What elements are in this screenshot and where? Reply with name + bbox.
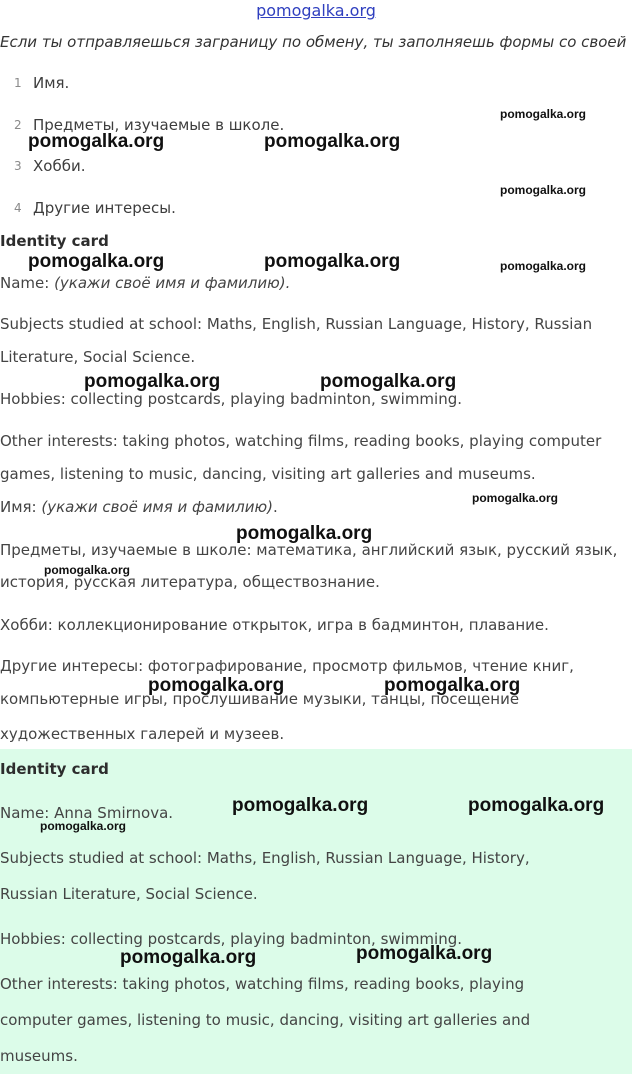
watermark: pomogalka.org (84, 371, 221, 392)
watermark: pomogalka.org (120, 947, 257, 968)
other-interests-line-ru-cont: компьютерные игры, прослушивание музыки, танцы, посещение (0, 690, 520, 708)
watermark: pomogalka.org (28, 251, 165, 272)
watermark: pomogalka.org (500, 259, 587, 273)
watermark: pomogalka.org (28, 131, 165, 152)
watermark: pomogalka.org (468, 795, 605, 816)
watermark: pomogalka.org (148, 675, 285, 696)
name-label: Name: (0, 274, 55, 292)
subjects-line-ru-cont: история, русская литература, обществознание. (0, 573, 380, 591)
answer-hobbies-line: Hobbies: collecting postcards, playing badminton, swimming. (0, 930, 463, 948)
intro-text: Если ты отправляешься заграницу по обмену, ты заполняешь формы со своей (0, 33, 627, 51)
watermark: pomogalka.org (472, 491, 559, 505)
list-item-number: 2 (14, 118, 22, 132)
identity-card-title: Identity card (0, 232, 109, 250)
watermark: pomogalka.org (40, 819, 127, 833)
watermark: pomogalka.org (264, 131, 401, 152)
answer-name-line: Name: Anna Smirnova. (0, 804, 174, 822)
name-line-ru (0, 498, 278, 516)
answer-other-interests-line-end: museums. (0, 1047, 78, 1065)
list-item: Другие интересы. (33, 199, 176, 217)
subjects-line-ru: Предметы, изучаемые в школе: математика, английский язык, русский язык, (0, 541, 618, 559)
name-hint-ru: (укажи своё имя и фамилию) (41, 498, 273, 516)
watermark: pomogalka.org (320, 371, 457, 392)
name-label-ru: Имя: (0, 498, 42, 516)
watermark: pomogalka.org (500, 107, 587, 121)
answer-title: Identity card (0, 760, 109, 778)
list-item: Имя. (33, 74, 70, 92)
answer-subjects-line-cont: Russian Literature, Social Science. (0, 885, 258, 903)
site-header-link[interactable]: pomogalka.org (256, 1, 376, 20)
name-line (0, 274, 290, 292)
other-interests-line-ru-end: художественных галерей и музеев. (0, 725, 285, 743)
other-interests-line-ru: Другие интересы: фотографирование, просмотр фильмов, чтение книг, (0, 657, 574, 675)
list-item: Предметы, изучаемые в школе. (33, 116, 285, 134)
watermark: pomogalka.org (356, 943, 493, 964)
name-hint: (укажи своё имя и фамилию). (54, 274, 291, 292)
hobbies-line-ru: Хобби: коллекционирование открыток, игра в бадминтон, плавание. (0, 616, 549, 634)
list-item-number: 1 (14, 76, 22, 90)
watermark: pomogalka.org (500, 183, 587, 197)
name-end-ru: . (272, 498, 278, 516)
list-item: Хобби. (33, 157, 86, 175)
watermark: pomogalka.org (44, 563, 131, 577)
hobbies-line: Hobbies: collecting postcards, playing badminton, swimming. (0, 390, 463, 408)
watermark: pomogalka.org (384, 675, 521, 696)
list-item-number: 4 (14, 201, 22, 215)
other-interests-line: Other interests: taking photos, watching films, reading books, playing computer (0, 432, 602, 450)
subjects-line-cont: Literature, Social Science. (0, 348, 196, 366)
answer-subjects-line: Subjects studied at school: Maths, English, Russian Language, History, (0, 849, 530, 867)
subjects-line: Subjects studied at school: Maths, English, Russian Language, History, Russian (0, 315, 593, 333)
watermark: pomogalka.org (236, 523, 373, 544)
watermark: pomogalka.org (264, 251, 401, 272)
watermark: pomogalka.org (232, 795, 369, 816)
other-interests-line-cont: games, listening to music, dancing, visiting art galleries and museums. (0, 465, 536, 483)
answer-other-interests-line: Other interests: taking photos, watching films, reading books, playing (0, 975, 525, 993)
answer-other-interests-line-cont: computer games, listening to music, dancing, visiting art galleries and (0, 1011, 531, 1029)
list-item-number: 3 (14, 159, 22, 173)
